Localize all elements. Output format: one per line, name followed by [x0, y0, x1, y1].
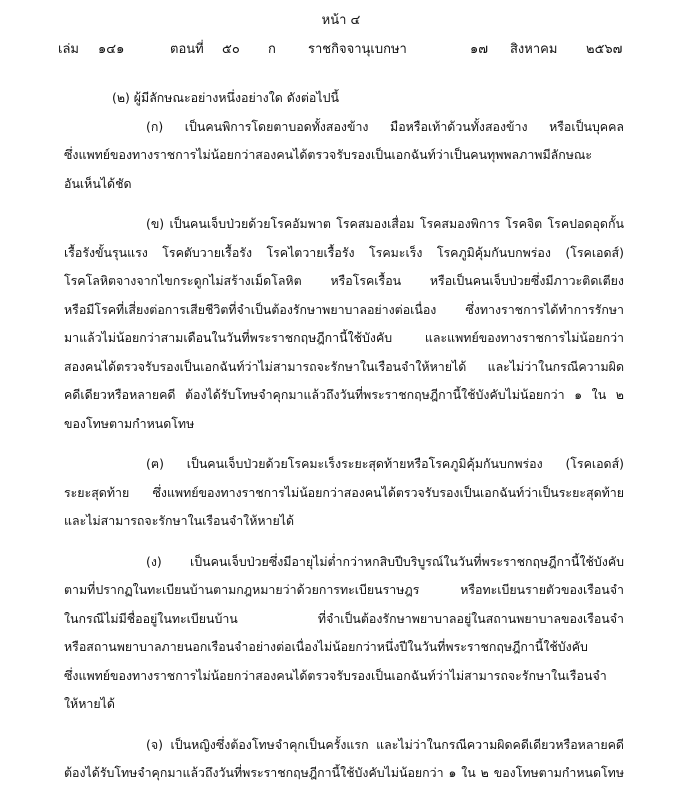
text-line: ตามที่ปรากฏในทะเบียนบ้านตามกฎหมายว่าด้วยการทะเบียนราษฎร หรือทะเบียนรายตัวของเรือนจำ [64, 582, 624, 597]
text-line: โรคโลหิตจางจากไขกระดูกไม่สร้างเม็ดโลหิต หรือโรคเรื้อน หรือเป็นคนเจ็บป่วยซึ่งมีภาวะติดเตียง [64, 273, 624, 288]
gazette-header [58, 40, 634, 60]
date-year: ๒๕๖๗ [586, 42, 623, 57]
date-day: ๑๗ [470, 42, 489, 57]
text-line: ในกรณีไม่มีชื่ออยู่ในทะเบียนบ้าน ที่จำเป็นต้องรักษาพยาบาลอยู่ในสถานพยาบาลของเรือนจำ [64, 610, 624, 626]
text-line: ให้หายได้ [64, 696, 115, 711]
text-line: (ง) เป็นคนเจ็บป่วยซึ่งมีอายุไม่ต่ำกว่าหกสิบปีบริบูรณ์ในวันที่พระราชกฤษฎีกานี้ใช้บังคับ [146, 553, 624, 569]
document-body [64, 84, 624, 788]
volume-label: เล่ม [58, 42, 79, 57]
text-line: สองคนได้ตรวจรับรองเป็นเอกฉันท์ว่าไม่สามารถจะรักษาในเรือนจำให้หายได้ และไม่ว่าในกรณีความผิด [64, 358, 624, 374]
text-line: (จ) เป็นหญิงซึ่งต้องโทษจำคุกเป็นครั้งแรก และไม่ว่าในกรณีความผิดคดีเดียวหรือหลายคดี [146, 736, 624, 752]
section-letter: ก [268, 42, 276, 57]
text-line: (ข) เป็นคนเจ็บป่วยด้วยโรคอัมพาต โรคสมองเสื่อม โรคสมองพิการ โรคจิต โรคปอดอุดกั้น [146, 216, 624, 231]
text-line: และไม่สามารถจะรักษาในเรือนจำให้หายได้ [64, 513, 295, 528]
text-line: (ฅ) เป็นคนเจ็บป่วยด้วยโรคมะเร็งระยะสุดท้ายหรือโรคภูมิคุ้มกันบกพร่อง (โรคเอดส์) [146, 456, 624, 471]
gazette-name: ราชกิจจานุเบกษา [308, 42, 407, 57]
text-line: ต้องได้รับโทษจำคุกมาแล้วถึงวันที่พระราชกฤษฎีกานี้ใช้บังคับไม่น้อยกว่า ๑ ใน ๒ ของโทษตามกำหนดโทษ [64, 765, 624, 780]
text-line: มาแล้วไม่น้อยกว่าสามเดือนในวันที่พระราชกฤษฎีกานี้ใช้บังคับ และแพทย์ของทางราชการไม่น้อยกว่า [64, 330, 624, 345]
text-line: (ก) เป็นคนพิการโดยตาบอดทั้งสองข้าง มือหรือเท้าด้วนทั้งสองข้าง หรือเป็นบุคคล [146, 118, 624, 134]
volume-number: ๑๔๑ [98, 42, 125, 57]
date-month: สิงหาคม [510, 42, 558, 57]
text-line: เรื้อรังขั้นรุนแรง โรคตับวายเรื้อรัง โรคไตวายเรื้อรัง โรคมะเร็ง โรคภูมิคุ้มกันบกพร่อง (โรคเอดส์) [64, 244, 624, 260]
text-line: อันเห็นได้ชัด [64, 175, 132, 191]
text-line: ซึ่งแพทย์ของทางราชการไม่น้อยกว่าสองคนได้ตรวจรับรองเป็นเอกฉันท์ว่าไม่สามารถจะรักษาในเรือนจำ [64, 667, 607, 683]
text-line: หรือสถานพยาบาลภายนอกเรือนจำอย่างต่อเนื่องไม่น้อยกว่าหนึ่งปีในวันที่พระราชกฤษฎีกานี้ใช้บังคับ [64, 639, 588, 654]
part-number: ๕๐ [222, 42, 240, 57]
text-line: คดีเดียวหรือหลายคดี ต้องได้รับโทษจำคุกมาแล้วถึงวันที่พระราชกฤษฎีกานี้ใช้บังคับไม่น้อยกว่า ๑ ใน ๒ [64, 387, 624, 402]
text-line: หรือมีโรคที่เสี่ยงต่อการเสียชีวิตที่จำเป็นต้องรักษาพยาบาลอย่างต่อเนื่อง ซึ่งทางราชการได้ทำการรักษา [64, 301, 624, 317]
text-line: ระยะสุดท้าย ซึ่งแพทย์ของทางราชการไม่น้อยกว่าสองคนได้ตรวจรับรองเป็นเอกฉันท์ว่าเป็นระยะสุดท้าย [64, 484, 624, 500]
page-number: หน้า ๔ [321, 13, 361, 28]
text-line: ซึ่งแพทย์ของทางราชการไม่น้อยกว่าสองคนได้ตรวจรับรองเป็นเอกฉันท์ว่าเป็นคนทุพพลภาพมีลักษณะ [64, 147, 593, 162]
part-label: ตอนที่ [170, 42, 204, 57]
item-2-heading: (๒) ผู้มีลักษณะอย่างหนึ่งอย่างใด ดังต่อไปนี้ [112, 90, 339, 105]
text-line: ของโทษตามกำหนดโทษ [64, 415, 195, 431]
